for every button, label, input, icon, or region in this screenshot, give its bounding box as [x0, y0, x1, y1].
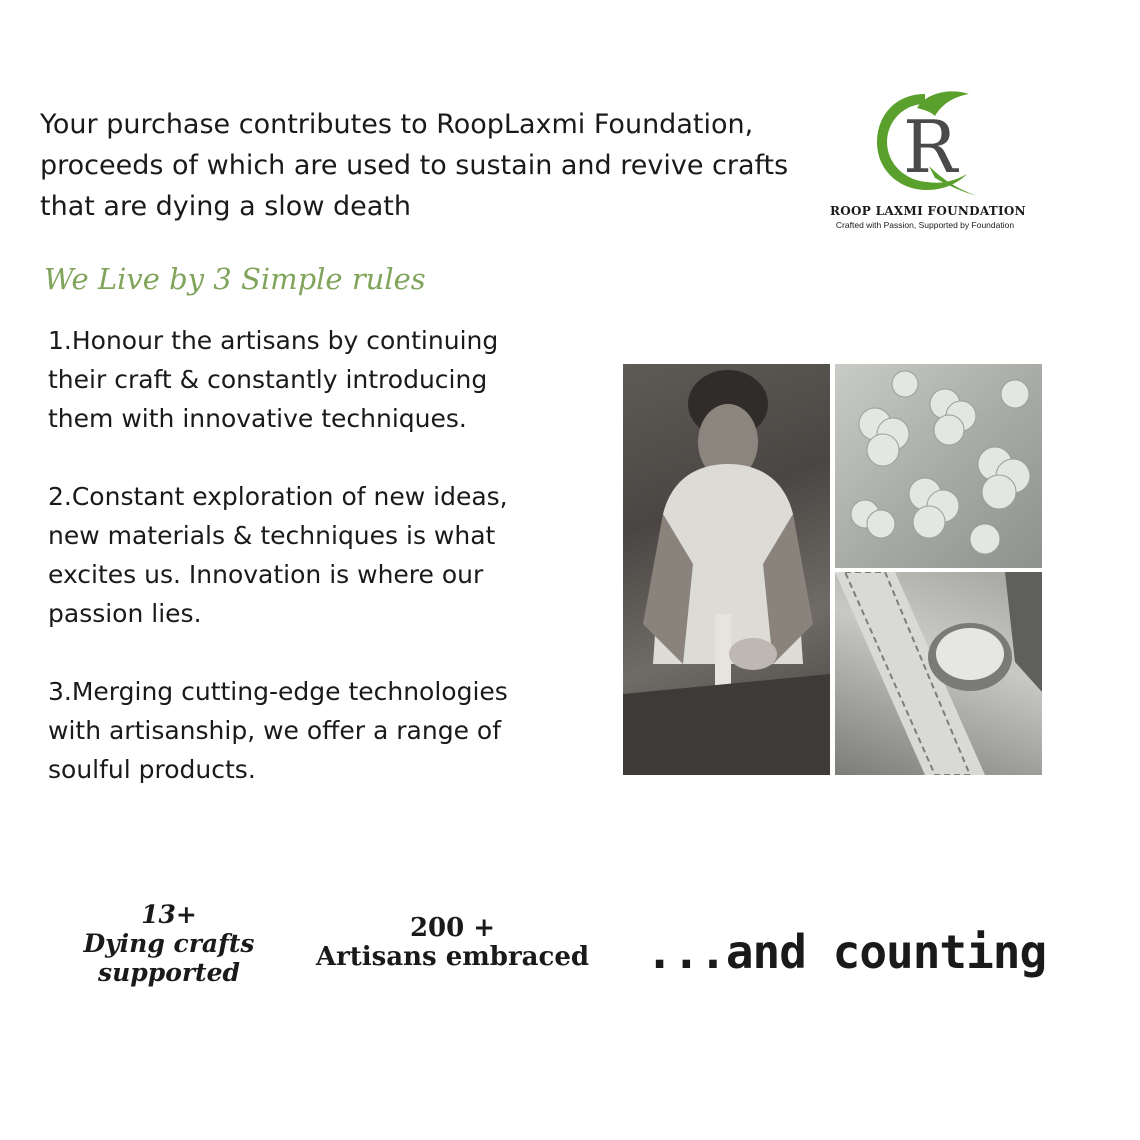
rule-item: 3.Merging cutting-edge technologies with artisanship, we offer a range of soulful products.	[48, 677, 508, 784]
crafts-count: 13+	[141, 900, 197, 929]
artisans-label: Artisans embraced	[315, 942, 590, 972]
intro-text: Your purchase contributes to RoopLaxmi Foundation, proceeds of which are used to sustain and revive crafts that are dying a slow death	[40, 109, 789, 222]
rule-item: 2.Constant exploration of new ideas, new materials & techniques is what excites us. Innovation is where our passion lies.	[48, 482, 508, 628]
logo-name: ROOP LAXMI FOUNDATION	[830, 204, 1026, 218]
rules-list	[48, 321, 548, 828]
svg-text:R: R	[903, 105, 958, 189]
photo-collage	[623, 364, 1042, 775]
rooplaxmi-logo-icon	[865, 86, 985, 202]
inlay-carving-photo	[835, 572, 1042, 775]
logo-tagline: Crafted with Passion, Supported by Foundation	[835, 220, 1015, 230]
carved-flowers-photo	[835, 364, 1042, 568]
crafts-label-line1: Dying crafts	[83, 929, 255, 958]
artisans-stat	[300, 914, 605, 972]
artisans-count: 200 +	[409, 913, 496, 943]
crafts-label-line2: supported	[98, 958, 240, 987]
crafts-stat	[64, 900, 274, 987]
rules-heading: We Live by 3 Simple rules	[44, 262, 426, 296]
foundation-logo	[830, 86, 1026, 231]
counting-text: ...and counting	[645, 925, 1047, 979]
artisan-at-work-photo	[623, 364, 830, 775]
rule-item: 1.Honour the artisans by continuing their craft & constantly introducing them with innovative techniques.	[48, 326, 499, 433]
